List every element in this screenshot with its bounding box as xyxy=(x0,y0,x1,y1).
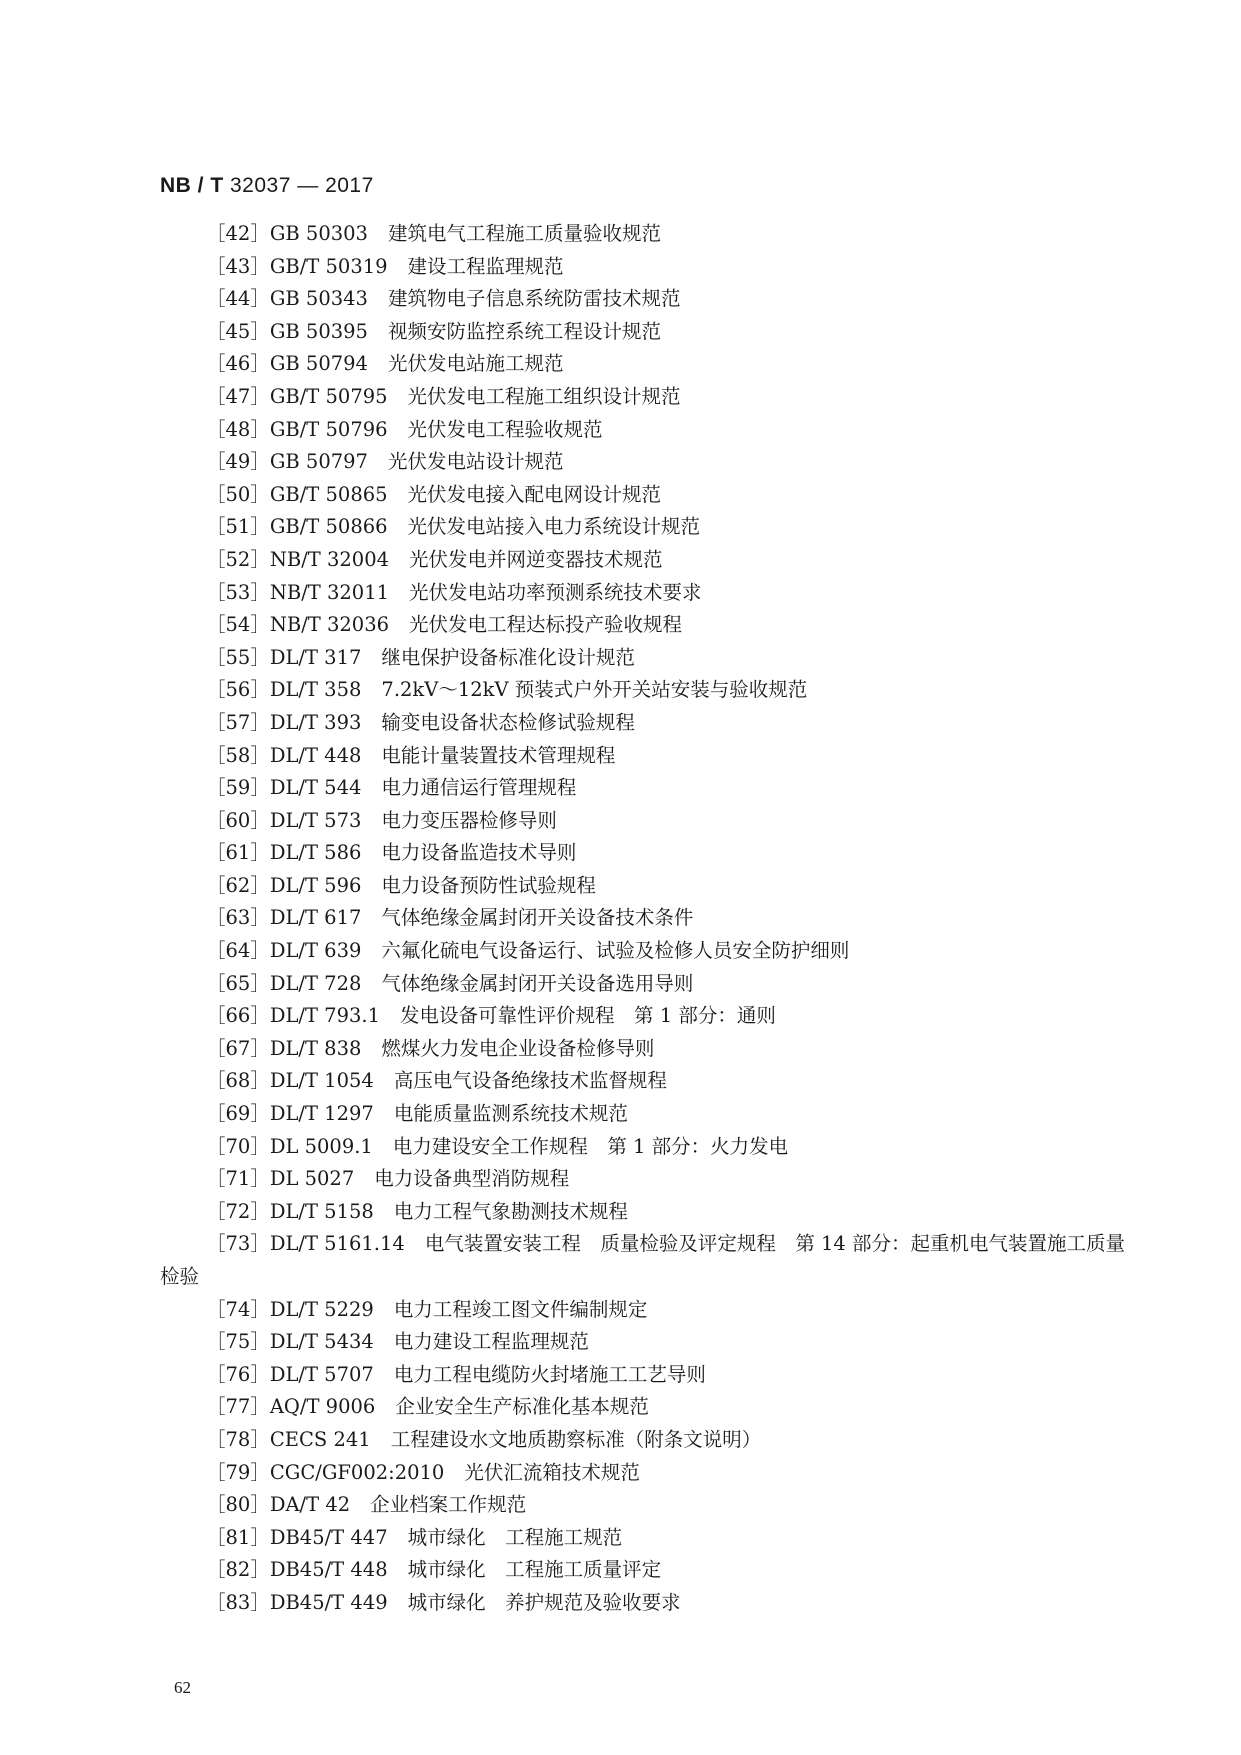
reference-item xyxy=(160,1489,1140,1522)
reference-title: 光伏发电并网逆变器技术规范 xyxy=(409,547,663,571)
reference-code: GB 50303 xyxy=(269,222,368,245)
reference-code: NB/T 32036 xyxy=(269,613,390,637)
reference-item xyxy=(160,283,1140,316)
reference-code: DB45/T 448 xyxy=(269,1558,388,1582)
reference-code: GB 50794 xyxy=(269,352,368,376)
reference-number: ［79］ xyxy=(206,1460,270,1484)
reference-item xyxy=(160,1228,1140,1293)
reference-code: DL/T 358 xyxy=(269,678,362,702)
reference-number: ［78］ xyxy=(206,1427,270,1451)
reference-number: ［55］ xyxy=(206,645,270,669)
reference-title: 光伏发电站设计规范 xyxy=(387,450,564,474)
reference-item xyxy=(160,1391,1140,1424)
reference-number: ［51］ xyxy=(206,515,270,539)
reference-item xyxy=(160,316,1140,349)
reference-number: ［72］ xyxy=(206,1199,270,1223)
reference-item xyxy=(160,446,1140,479)
reference-title: 电力建设工程监理规范 xyxy=(393,1330,589,1354)
reference-code: GB 50395 xyxy=(269,319,368,343)
reference-code: DL/T 317 xyxy=(269,645,362,669)
reference-item xyxy=(160,837,1140,870)
reference-title: 企业安全生产标准化基本规范 xyxy=(395,1395,649,1419)
reference-item xyxy=(160,577,1140,610)
reference-title: 气体绝缘金属封闭开关设备技术条件 xyxy=(381,906,694,930)
reference-title: 光伏发电接入配电网设计规范 xyxy=(407,482,662,506)
reference-title: 电力设备典型消防规程 xyxy=(374,1167,570,1191)
reference-number: ［65］ xyxy=(206,971,270,995)
reference-code: GB 50797 xyxy=(269,450,368,474)
reference-number: ［77］ xyxy=(206,1395,270,1419)
reference-code: GB/T 50319 xyxy=(269,254,388,278)
reference-code: DL/T 617 xyxy=(269,906,362,930)
reference-item xyxy=(160,1196,1140,1229)
reference-item xyxy=(160,1424,1140,1457)
reference-title: 光伏汇流箱技术规范 xyxy=(464,1460,640,1484)
reference-item xyxy=(160,870,1140,903)
reference-number: ［71］ xyxy=(206,1167,270,1191)
reference-item xyxy=(160,968,1140,1001)
reference-code: DL/T 838 xyxy=(269,1036,362,1060)
reference-number: ［80］ xyxy=(206,1493,270,1517)
reference-number: ［59］ xyxy=(206,776,270,800)
reference-number: ［75］ xyxy=(206,1330,270,1354)
reference-item xyxy=(160,1554,1140,1587)
reference-number: ［69］ xyxy=(206,1102,270,1126)
reference-code: CGC/GF002:2010 xyxy=(269,1460,445,1484)
reference-item xyxy=(160,609,1140,642)
reference-title: 光伏发电工程达标投产验收规程 xyxy=(409,613,683,637)
reference-number: ［76］ xyxy=(206,1362,270,1386)
reference-code: NB/T 32011 xyxy=(269,580,390,604)
reference-code: DL/T 5707 xyxy=(269,1362,374,1386)
reference-number: ［46］ xyxy=(206,352,270,376)
reference-number: ［82］ xyxy=(206,1558,270,1582)
reference-code: DB45/T 449 xyxy=(269,1590,388,1614)
reference-title: 电力通信运行管理规程 xyxy=(381,776,577,800)
reference-code: DL/T 586 xyxy=(269,841,362,865)
reference-title: 电气装置安装工程 质量检验及评定规程 第 14 部分：起重机电气装置施工质量检验 xyxy=(160,1232,1126,1288)
reference-title: 光伏发电工程验收规范 xyxy=(407,417,603,441)
reference-number: ［43］ xyxy=(206,254,270,278)
reference-code: DL/T 5158 xyxy=(269,1199,374,1223)
reference-item xyxy=(160,902,1140,935)
reference-code: DB45/T 447 xyxy=(269,1525,388,1549)
reference-number: ［62］ xyxy=(206,873,270,897)
reference-code: DL/T 5229 xyxy=(269,1297,374,1321)
reference-item xyxy=(160,1587,1140,1620)
reference-number: ［73］ xyxy=(206,1232,270,1256)
reference-title: 电力设备监造技术导则 xyxy=(381,841,577,865)
reference-number: ［49］ xyxy=(206,450,270,474)
reference-number: ［68］ xyxy=(206,1069,270,1093)
reference-title: 电力设备预防性试验规程 xyxy=(381,873,596,897)
reference-item xyxy=(160,511,1140,544)
reference-code: AQ/T 9006 xyxy=(269,1395,376,1419)
reference-item xyxy=(160,218,1140,251)
reference-title: 光伏发电工程施工组织设计规范 xyxy=(407,384,681,408)
reference-title: 工程建设水文地质勘察标准（附条文说明） xyxy=(390,1427,762,1451)
reference-item xyxy=(160,1163,1140,1196)
reference-item xyxy=(160,935,1140,968)
reference-title: 光伏发电站接入电力系统设计规范 xyxy=(407,515,701,539)
reference-item xyxy=(160,414,1140,447)
reference-number: ［81］ xyxy=(206,1525,270,1549)
reference-title: 气体绝缘金属封闭开关设备选用导则 xyxy=(381,971,694,995)
reference-item xyxy=(160,1065,1140,1098)
reference-item xyxy=(160,707,1140,740)
reference-item xyxy=(160,381,1140,414)
reference-number: ［64］ xyxy=(206,939,270,963)
reference-list xyxy=(160,218,1140,1620)
reference-code: DL/T 393 xyxy=(269,710,362,734)
reference-number: ［44］ xyxy=(206,287,270,311)
reference-number: ［56］ xyxy=(206,678,270,702)
reference-title: 电能计量装置技术管理规程 xyxy=(381,743,616,767)
reference-code: DL/T 448 xyxy=(269,743,362,767)
reference-number: ［47］ xyxy=(206,384,270,408)
reference-code: DL/T 596 xyxy=(269,873,362,897)
reference-code: DL/T 1297 xyxy=(269,1102,374,1126)
reference-title: 建筑物电子信息系统防雷技术规范 xyxy=(387,287,681,311)
standard-number: 32037 — 2017 xyxy=(223,174,374,197)
reference-code: GB 50343 xyxy=(269,287,368,311)
reference-item xyxy=(160,1522,1140,1555)
reference-item xyxy=(160,642,1140,675)
reference-number: ［50］ xyxy=(206,482,270,506)
reference-item xyxy=(160,674,1140,707)
reference-item xyxy=(160,805,1140,838)
reference-number: ［60］ xyxy=(206,808,270,832)
reference-number: ［83］ xyxy=(206,1590,270,1614)
reference-item xyxy=(160,544,1140,577)
reference-title: 城市绿化 工程施工规范 xyxy=(407,1525,623,1549)
reference-title: 电力工程气象勘测技术规程 xyxy=(393,1199,628,1223)
reference-code: DL/T 5161.14 xyxy=(269,1232,405,1256)
reference-code: DA/T 42 xyxy=(269,1493,351,1517)
reference-code: GB/T 50866 xyxy=(269,515,388,539)
reference-item xyxy=(160,1359,1140,1392)
reference-item xyxy=(160,1294,1140,1327)
reference-title: 视频安防监控系统工程设计规范 xyxy=(387,319,661,343)
reference-code: DL 5027 xyxy=(269,1167,355,1191)
reference-number: ［53］ xyxy=(206,580,270,604)
reference-title: 城市绿化 养护规范及验收要求 xyxy=(407,1590,681,1614)
reference-title: 电力工程电缆防火封堵施工工艺导则 xyxy=(393,1362,706,1386)
reference-code: NB/T 32004 xyxy=(269,547,390,571)
reference-code: DL/T 544 xyxy=(269,776,362,800)
reference-code: DL/T 728 xyxy=(269,971,362,995)
standard-header xyxy=(160,174,374,198)
reference-title: 建筑电气工程施工质量验收规范 xyxy=(387,222,661,245)
reference-code: DL/T 639 xyxy=(269,939,362,963)
reference-item xyxy=(160,772,1140,805)
page-number: 62 xyxy=(174,1678,191,1697)
reference-number: ［58］ xyxy=(206,743,270,767)
reference-item xyxy=(160,740,1140,773)
reference-title: 六氟化硫电气设备运行、试验及检修人员安全防护细则 xyxy=(381,939,850,963)
reference-number: ［57］ xyxy=(206,710,270,734)
reference-item xyxy=(160,1457,1140,1490)
reference-title: 电力变压器检修导则 xyxy=(381,808,557,832)
reference-item xyxy=(160,251,1140,284)
reference-title: 城市绿化 工程施工质量评定 xyxy=(407,1558,662,1582)
reference-number: ［45］ xyxy=(206,319,270,343)
reference-title: 输变电设备状态检修试验规程 xyxy=(381,710,635,734)
reference-code: DL/T 1054 xyxy=(269,1069,374,1093)
reference-item xyxy=(160,1131,1140,1164)
reference-title: 光伏发电站施工规范 xyxy=(387,352,564,376)
reference-code: DL/T 793.1 xyxy=(269,1004,381,1028)
reference-number: ［48］ xyxy=(206,417,270,441)
reference-number: ［63］ xyxy=(206,906,270,930)
reference-code: DL/T 5434 xyxy=(269,1330,374,1354)
reference-item xyxy=(160,348,1140,381)
reference-code: GB/T 50796 xyxy=(269,417,388,441)
reference-number: ［52］ xyxy=(206,547,270,571)
reference-code: DL 5009.1 xyxy=(269,1134,373,1158)
reference-title: 燃煤火力发电企业设备检修导则 xyxy=(381,1036,655,1060)
reference-title: 7.2kV～12kV 预装式户外开关站安装与验收规范 xyxy=(381,678,808,702)
reference-number: ［61］ xyxy=(206,841,270,865)
reference-title: 电能质量监测系统技术规范 xyxy=(393,1102,628,1126)
reference-item xyxy=(160,1000,1140,1033)
reference-number: ［74］ xyxy=(206,1297,270,1321)
reference-title: 继电保护设备标准化设计规范 xyxy=(381,645,635,669)
reference-title: 高压电气设备绝缘技术监督规程 xyxy=(393,1069,667,1093)
reference-number: ［67］ xyxy=(206,1036,270,1060)
reference-title: 光伏发电站功率预测系统技术要求 xyxy=(409,580,702,604)
reference-item xyxy=(160,1098,1140,1131)
reference-title: 建设工程监理规范 xyxy=(407,254,564,278)
standard-prefix: NB / T xyxy=(160,174,224,197)
reference-code: GB/T 50865 xyxy=(269,482,388,506)
reference-code: DL/T 573 xyxy=(269,808,362,832)
reference-title: 电力建设安全工作规程 第 1 部分：火力发电 xyxy=(392,1134,789,1158)
reference-number: ［42］ xyxy=(206,222,270,245)
reference-title: 发电设备可靠性评价规程 第 1 部分：通则 xyxy=(400,1004,776,1028)
reference-title: 企业档案工作规范 xyxy=(370,1493,527,1517)
reference-title: 电力工程竣工图文件编制规定 xyxy=(393,1297,648,1321)
reference-item xyxy=(160,1033,1140,1066)
reference-item xyxy=(160,1326,1140,1359)
reference-item xyxy=(160,479,1140,512)
reference-number: ［70］ xyxy=(206,1134,270,1158)
reference-number: ［66］ xyxy=(206,1004,270,1028)
reference-code: CECS 241 xyxy=(269,1427,371,1451)
reference-number: ［54］ xyxy=(206,613,270,637)
reference-code: GB/T 50795 xyxy=(269,384,388,408)
